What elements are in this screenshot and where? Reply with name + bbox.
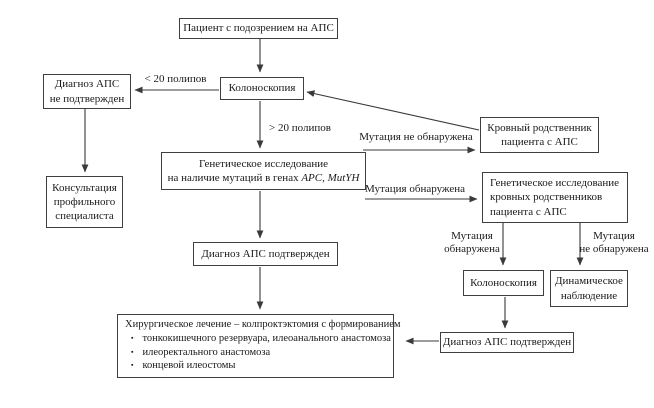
edge-label-mutation-not-found-relatives <box>578 230 650 255</box>
node-patient-suspected-aps <box>179 18 338 39</box>
node-diagnosis-confirmed-relative <box>440 332 574 353</box>
node-dynamic-observation <box>550 270 628 307</box>
edge-label-mutation-found: Мутация обнаружена <box>364 183 466 195</box>
bullet-icon: ▪ <box>131 334 134 342</box>
edge-label-more-20-polyps: > 20 полипов <box>269 122 331 134</box>
surgery-bullet-item <box>125 333 391 346</box>
node-blood-relative <box>480 117 599 153</box>
bullet-icon: ▪ <box>131 347 134 356</box>
surgery-title: Хирургическое лечение – колпроктэктомия с формированием <box>125 319 401 330</box>
gene-names: APC, MutYH <box>301 172 360 184</box>
node-text: Кровный родственник <box>487 121 592 134</box>
edge-label-less-20-polyps: < 20 полипов <box>144 73 207 85</box>
node-text: Генетическое исследование <box>490 177 620 190</box>
node-text: профильного <box>53 195 116 208</box>
node-text: Диагноз АПС подтвержден <box>201 247 330 260</box>
node-text <box>162 171 365 185</box>
node-genetic-testing-relatives <box>482 172 628 223</box>
node-colonoscopy-relatives <box>463 270 544 296</box>
surgery-bullet-text: тонкокишечного резервуара, илеоанального анастомоза <box>142 333 391 344</box>
node-text: Диагноз АПС подтвержден <box>442 336 572 349</box>
edge-label-line: обнаружена <box>444 242 500 255</box>
node-text: не подтвержден <box>49 92 125 105</box>
node-text: Генетическое исследование <box>198 157 329 170</box>
node-colonoscopy-primary <box>220 77 304 100</box>
edge-label-line: Мутация <box>451 230 493 242</box>
surgery-bullet-text: концевой илеостомы <box>142 360 236 371</box>
node-text: кровных родственников <box>490 191 603 204</box>
surgery-bullet-item <box>125 347 388 360</box>
node-text-part: на наличие мутаций в генах <box>167 172 302 184</box>
node-text: Колоноскопия <box>228 82 296 95</box>
node-specialist-consultation <box>46 176 123 228</box>
surgery-bullet-item <box>125 360 388 373</box>
node-diagnosis-confirmed-main <box>193 242 338 266</box>
node-text: Колоноскопия <box>470 276 537 289</box>
node-text: пациента с АПС <box>490 205 567 218</box>
edge-label-mutation-found-relatives <box>442 230 502 255</box>
node-text: Консультация <box>52 181 117 194</box>
edge-label-line: не обнаружена <box>579 242 649 255</box>
node-text: Пациент с подозрением на АПС <box>183 22 334 35</box>
edge-label-mutation-not-found: Мутация не обнаружена <box>359 131 473 143</box>
node-text: наблюдение <box>560 289 618 302</box>
surgery-bullet-text: илеоректального анастомоза <box>142 346 271 358</box>
node-genetic-testing-patient <box>161 152 366 190</box>
node-text: Динамическое <box>555 275 623 288</box>
node-diagnosis-not-confirmed <box>43 74 131 109</box>
edge-label-line: Мутация <box>593 230 635 242</box>
node-text: Диагноз АПС <box>54 78 120 91</box>
node-surgical-treatment <box>117 314 401 378</box>
bullet-icon: ▪ <box>131 361 134 369</box>
node-text: специалиста <box>55 210 114 223</box>
node-text: пациента с АПС <box>501 136 578 148</box>
